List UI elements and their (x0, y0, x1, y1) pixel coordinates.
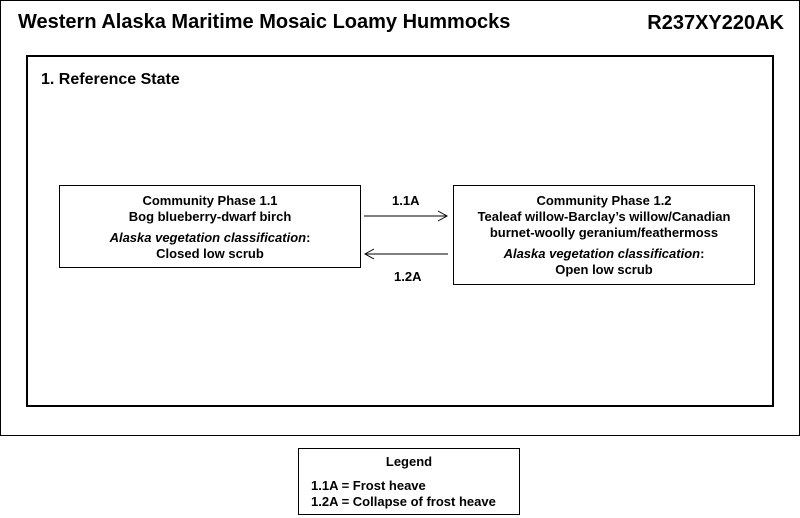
legend-item: 1.2A = Collapse of frost heave (311, 494, 496, 509)
classification-label: Alaska vegetation classification (503, 246, 701, 261)
diagram-title: Western Alaska Maritime Mosaic Loamy Hummocks (18, 11, 511, 33)
phase-species: Bog blueberry-dwarf birch (128, 209, 292, 224)
legend-item: 1.1A = Frost heave (311, 478, 426, 493)
legend (298, 448, 520, 515)
phase-name: Community Phase 1.1 (142, 193, 278, 208)
phase-classification: Alaska vegetation classification: (109, 230, 311, 245)
phase-species-line-1: Tealeaf willow-Barclay’s willow/Canadian (477, 209, 731, 224)
arrow-1-1A (364, 211, 447, 221)
ecological-site-code: R237XY220AK (647, 12, 784, 34)
classification-label: Alaska vegetation classification (109, 230, 307, 245)
transition-label-1-2A: 1.2A (394, 269, 422, 284)
phase-classification: Alaska vegetation classification: (503, 246, 705, 261)
transition-label-1-1A: 1.1A (392, 193, 420, 208)
classification-value: Closed low scrub (156, 246, 264, 261)
phase-name: Community Phase 1.2 (536, 193, 672, 208)
classification-value: Open low scrub (555, 262, 653, 277)
arrow-1-2A (365, 249, 448, 259)
state-title: 1. Reference State (41, 71, 180, 88)
phase-species-line-2: burnet-woolly geranium/feathermoss (489, 225, 719, 240)
legend-title: Legend (385, 454, 433, 469)
